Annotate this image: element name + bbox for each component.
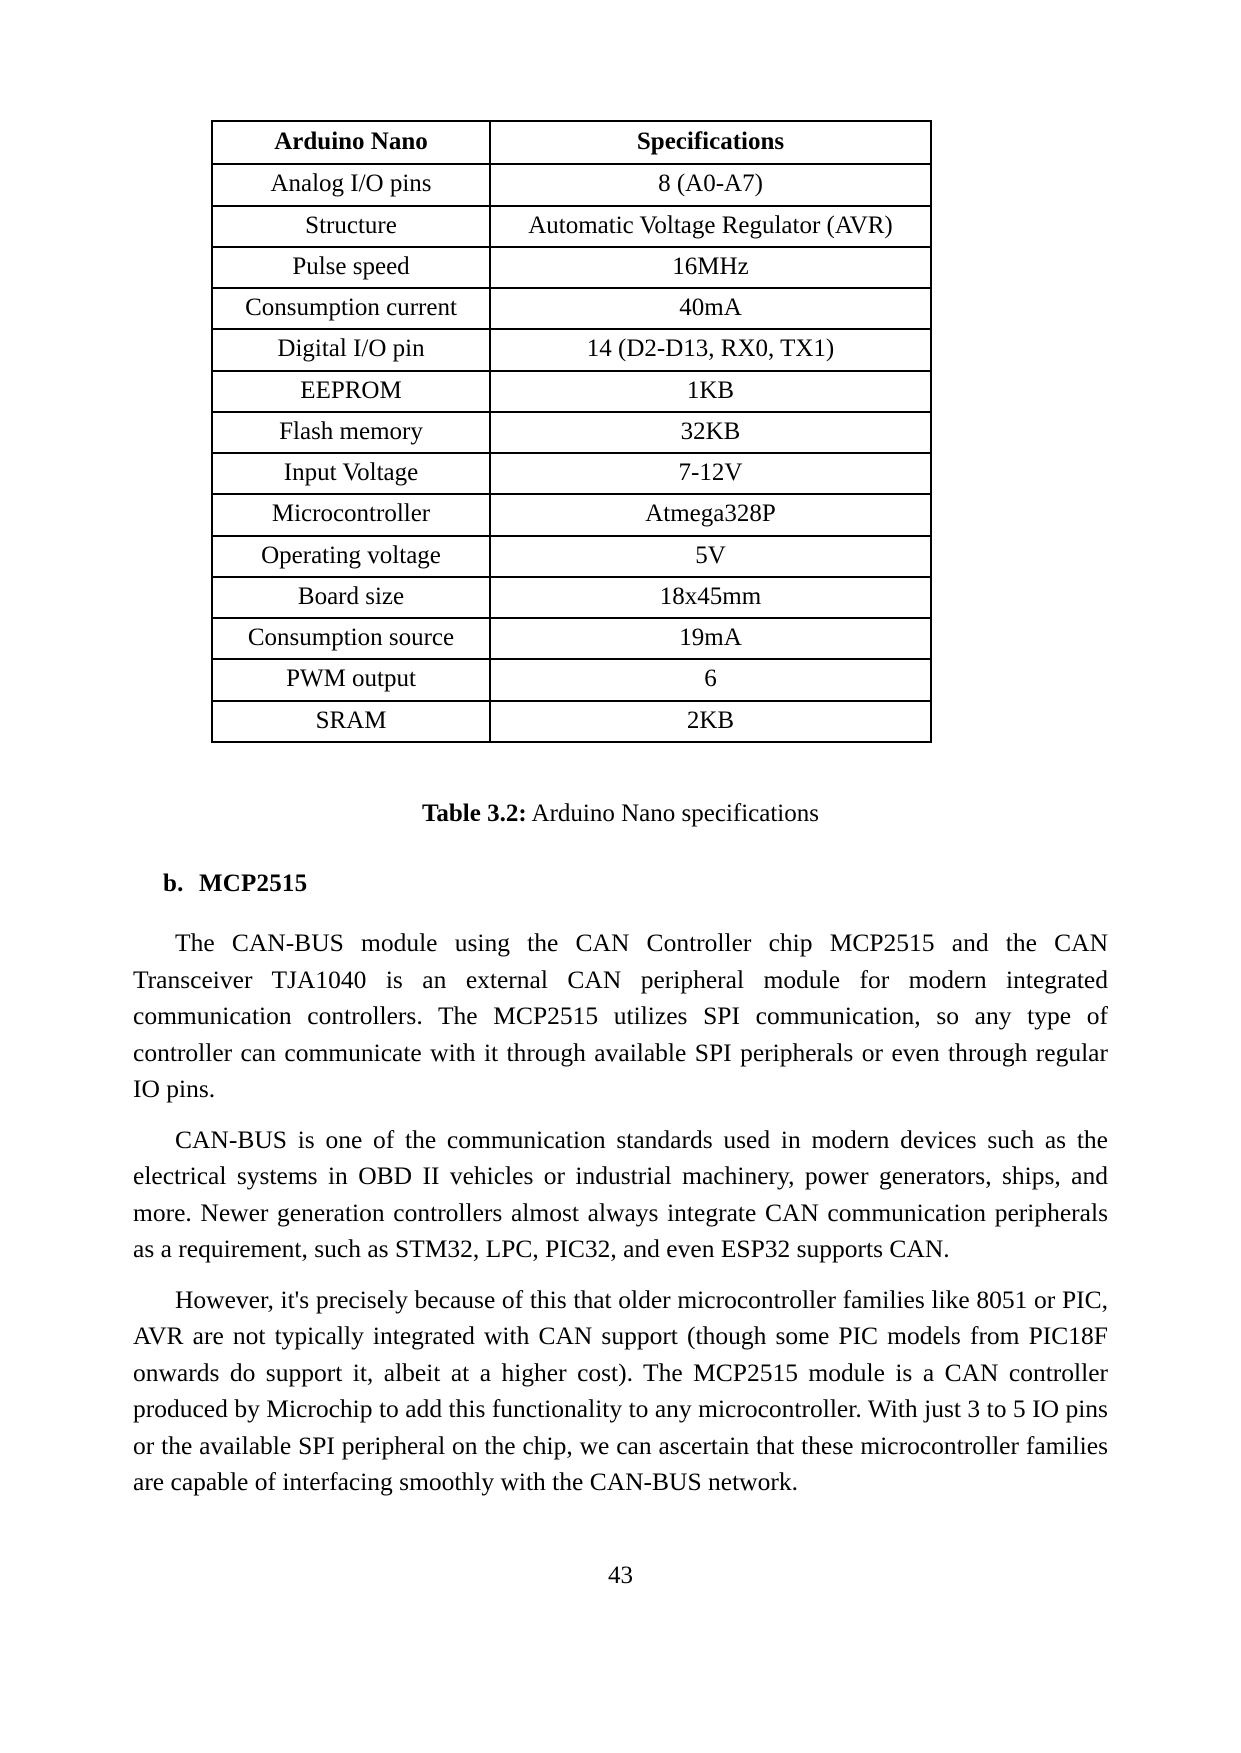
- table-cell-value: 1KB: [490, 371, 931, 412]
- table-cell-value: 18x45mm: [490, 577, 931, 618]
- table-cell-property: Analog I/O pins: [212, 164, 490, 205]
- section-title: MCP2515: [199, 870, 308, 897]
- table-row: [212, 494, 931, 535]
- paragraph-1: The CAN-BUS module using the CAN Controller chip MCP2515 and the CAN Transceiver TJA1040 is an external CAN peripheral module for modern integrated communication controllers. The MCP2515 utilizes SPI communication, so any type of controller can communicate with it through available SPI peripherals or even through regular IO pins.: [133, 928, 1108, 1103]
- column-header-specifications: Specifications: [490, 121, 931, 164]
- table-cell-property: Board size: [212, 577, 490, 618]
- paragraph-3: However, it's precisely because of this that older microcontroller families like 8051 or PIC, AVR are not typically integrated with CAN support (though some PIC models from PIC18F onwards do support it, albeit at a higher cost). The MCP2515 module is a CAN controller produced by Microchip to add this functionality to any microcontroller. With just 3 to 5 IO pins or the available SPI peripheral on the chip, we can ascertain that these microcontroller families are capable of interfacing smoothly with the CAN-BUS network.: [133, 1284, 1108, 1496]
- table-row: [212, 412, 931, 453]
- table-cell-value: Automatic Voltage Regulator (AVR): [490, 206, 931, 247]
- table-cell-value: 19mA: [490, 618, 931, 659]
- table-cell-value: 14 (D2-D13, RX0, TX1): [490, 329, 931, 370]
- table-cell-value: 40mA: [490, 288, 931, 329]
- table-row: [212, 536, 931, 577]
- table-cell-value: 5V: [490, 536, 931, 577]
- table-cell-value: 6: [490, 659, 931, 700]
- table-cell-property: Consumption source: [212, 618, 490, 659]
- arduino-nano-spec-table: [211, 120, 930, 743]
- table-cell-property: Structure: [212, 206, 490, 247]
- table-cell-property: Microcontroller: [212, 494, 490, 535]
- table-row: [212, 577, 931, 618]
- table-cell-value: 32KB: [490, 412, 931, 453]
- table-cell-property: Input Voltage: [212, 453, 490, 494]
- table-row: [212, 164, 931, 205]
- table-cell-property: Digital I/O pin: [212, 329, 490, 370]
- table-row: [212, 618, 931, 659]
- table-cell-property: EEPROM: [212, 371, 490, 412]
- table-cell-value: 7-12V: [490, 453, 931, 494]
- paragraph-2: CAN-BUS is one of the communication standards used in modern devices such as the electrical systems in OBD II vehicles or industrial machinery, power generators, ships, and more. Newer generation controllers almost always integrate CAN communication peripherals as a requirement, such as STM32, LPC, PIC32, and even ESP32 supports CAN.: [133, 1124, 1108, 1263]
- table-cell-property: PWM output: [212, 659, 490, 700]
- page-number: 43: [608, 1562, 633, 1589]
- section-marker: b.: [163, 870, 184, 897]
- table-row: [212, 701, 931, 742]
- table-row: [212, 206, 931, 247]
- table-row: [212, 371, 931, 412]
- section-heading: [163, 870, 307, 898]
- table-row: [212, 659, 931, 700]
- spec-table: [211, 120, 932, 743]
- table-cell-value: Atmega328P: [490, 494, 931, 535]
- table-body: [212, 164, 931, 742]
- table-caption: [0, 800, 1241, 828]
- table-row: [212, 329, 931, 370]
- table-cell-property: Consumption current: [212, 288, 490, 329]
- body-text-block: [133, 925, 1108, 1501]
- table-caption-label: Table 3.2:: [422, 800, 527, 827]
- table-cell-property: Operating voltage: [212, 536, 490, 577]
- table-cell-value: 16MHz: [490, 247, 931, 288]
- table-cell-value: 8 (A0-A7): [490, 164, 931, 205]
- table-header-row: [212, 121, 931, 164]
- table-cell-property: SRAM: [212, 701, 490, 742]
- table-row: [212, 288, 931, 329]
- table-caption-text: Arduino Nano specifications: [526, 800, 819, 827]
- column-header-component: Arduino Nano: [212, 121, 490, 164]
- table-cell-property: Pulse speed: [212, 247, 490, 288]
- table-row: [212, 453, 931, 494]
- table-cell-property: Flash memory: [212, 412, 490, 453]
- table-row: [212, 247, 931, 288]
- table-cell-value: 2KB: [490, 701, 931, 742]
